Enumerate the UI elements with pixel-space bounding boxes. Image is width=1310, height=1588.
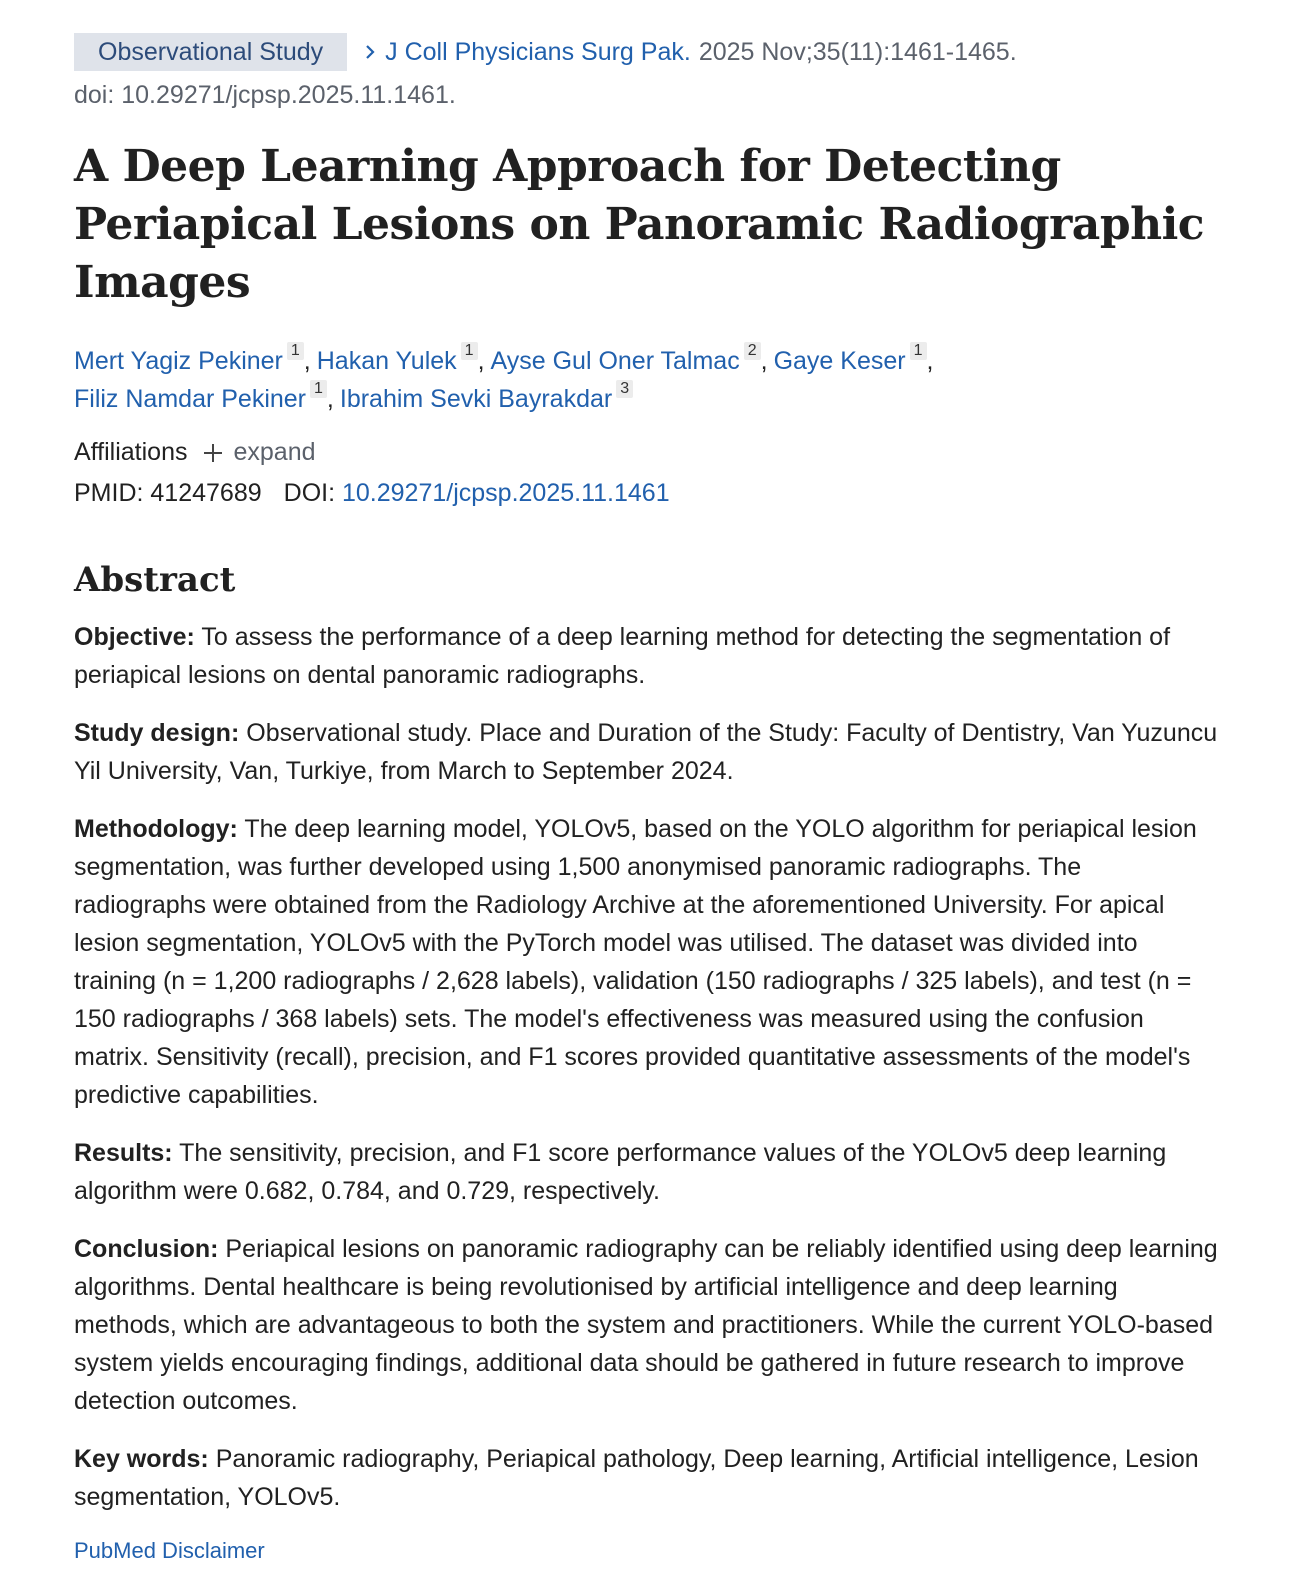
author-item — [773, 342, 927, 375]
section-text: Observational study. Place and Duration of the Study: Faculty of Dentistry, Van Yuzuncu Yil University, Van, Turkiye, from March to September 2024. — [74, 719, 1218, 785]
section-label: Study design: — [74, 719, 240, 747]
author-item — [490, 342, 761, 375]
chevron-right-icon — [363, 45, 377, 59]
doi-label: DOI: — [283, 479, 336, 507]
section-text: Panoramic radiography, Periapical pathology, Deep learning, Artificial intelligence, Lesion segmentation, YOLOv5. — [74, 1445, 1199, 1511]
affiliations-row — [74, 438, 1236, 467]
abstract-keywords — [74, 1440, 1219, 1516]
pmid-label: PMID: — [74, 479, 144, 507]
author-link[interactable]: Mert Yagiz Pekiner — [74, 347, 283, 375]
citation-row — [74, 33, 1236, 71]
section-label: Objective: — [74, 623, 195, 651]
section-label: Conclusion: — [74, 1235, 219, 1263]
section-label: Methodology: — [74, 815, 238, 843]
authors-list: Mert Yagiz Pekiner 1 , Hakan Yulek 1 , Ayse Gul Oner Talmac 2 , Gaye Keser 1 , Filiz Namdar Pekiner 1 , Ibrahim Sevki Bayrakdar 3 — [74, 342, 934, 413]
affiliation-ref[interactable]: 1 — [461, 342, 478, 360]
author-link[interactable]: Ayse Gul Oner Talmac — [490, 347, 740, 375]
author-item — [74, 380, 327, 413]
abstract-conclusion — [74, 1230, 1219, 1420]
identifiers-row — [74, 479, 1236, 508]
section-text: Periapical lesions on panoramic radiography can be reliably identified using deep learning algorithms. Dental healthcare is being revolutionised by artificial intelligence and deep learning methods, which are advantageous to both the system and practitioners. While the current YOLO-based system yields encouraging findings, additional data should be gathered in future research to improve detection outcomes. — [74, 1235, 1218, 1415]
expand-affiliations-button[interactable] — [204, 438, 316, 467]
abstract-study-design — [74, 714, 1219, 790]
journal-citation-date: 2025 Nov;35(11):1461-1465. — [698, 37, 1017, 66]
pubmed-disclaimer-link[interactable]: PubMed Disclaimer — [74, 1538, 265, 1563]
expand-label: expand — [233, 438, 316, 466]
author-link[interactable]: Hakan Yulek — [316, 347, 457, 375]
affiliation-ref[interactable]: 1 — [287, 342, 304, 360]
plus-icon — [204, 444, 222, 462]
author-link[interactable]: Filiz Namdar Pekiner — [74, 385, 307, 413]
author-item — [339, 380, 633, 413]
author-item — [316, 342, 478, 375]
citation-doi: doi: 10.29271/jcpsp.2025.11.1461. — [74, 81, 456, 109]
pmid-value: 41247689 — [150, 479, 262, 507]
abstract-objective — [74, 618, 1219, 694]
section-label: Key words: — [74, 1445, 209, 1473]
abstract-heading: Abstract — [74, 560, 236, 600]
page-title: A Deep Learning Approach for Detecting Periapical Lesions on Panoramic Radiographic Images — [74, 141, 1205, 308]
publication-type-badge[interactable]: Observational Study — [74, 33, 347, 71]
journal-link[interactable]: J Coll Physicians Surg Pak. — [385, 37, 691, 66]
affiliation-ref[interactable]: 3 — [616, 380, 633, 398]
author-link[interactable]: Ibrahim Sevki Bayrakdar — [339, 385, 613, 413]
affiliation-ref[interactable]: 2 — [744, 342, 761, 360]
section-text: The sensitivity, precision, and F1 score performance values of the YOLOv5 deep learning algorithm were 0.682, 0.784, and 0.729, respectively. — [74, 1139, 1167, 1205]
affiliation-ref[interactable]: 1 — [310, 380, 327, 398]
author-item — [74, 342, 304, 375]
affiliations-label: Affiliations — [74, 438, 188, 466]
abstract-results — [74, 1134, 1219, 1210]
author-link[interactable]: Gaye Keser — [773, 347, 906, 375]
section-label: Results: — [74, 1139, 173, 1167]
abstract-methodology — [74, 810, 1219, 1114]
affiliation-ref[interactable]: 1 — [910, 342, 927, 360]
section-text: The deep learning model, YOLOv5, based on the YOLO algorithm for periapical lesion segmentation, was further developed using 1,500 anonymised panoramic radiographs. The radiographs were obtained from the Radiology Archive at the aforementioned University. For apical lesion segmentation, YOLOv5 with the PyTorch model was utilised. The dataset was divided into training (n = 1,200 radiographs / 2,628 labels), validation (150 radiographs / 325 labels), and test (n = 150 radiographs / 368 labels) sets. The model's effectiveness was measured using the confusion matrix. Sensitivity (recall), precision, and F1 scores provided quantitative assessments of the model's predictive capabilities. — [74, 815, 1197, 1109]
doi-link[interactable]: 10.29271/jcpsp.2025.11.1461 — [342, 479, 670, 507]
section-text: To assess the performance of a deep learning method for detecting the segmentation of periapical lesions on dental panoramic radiographs. — [74, 623, 1171, 689]
